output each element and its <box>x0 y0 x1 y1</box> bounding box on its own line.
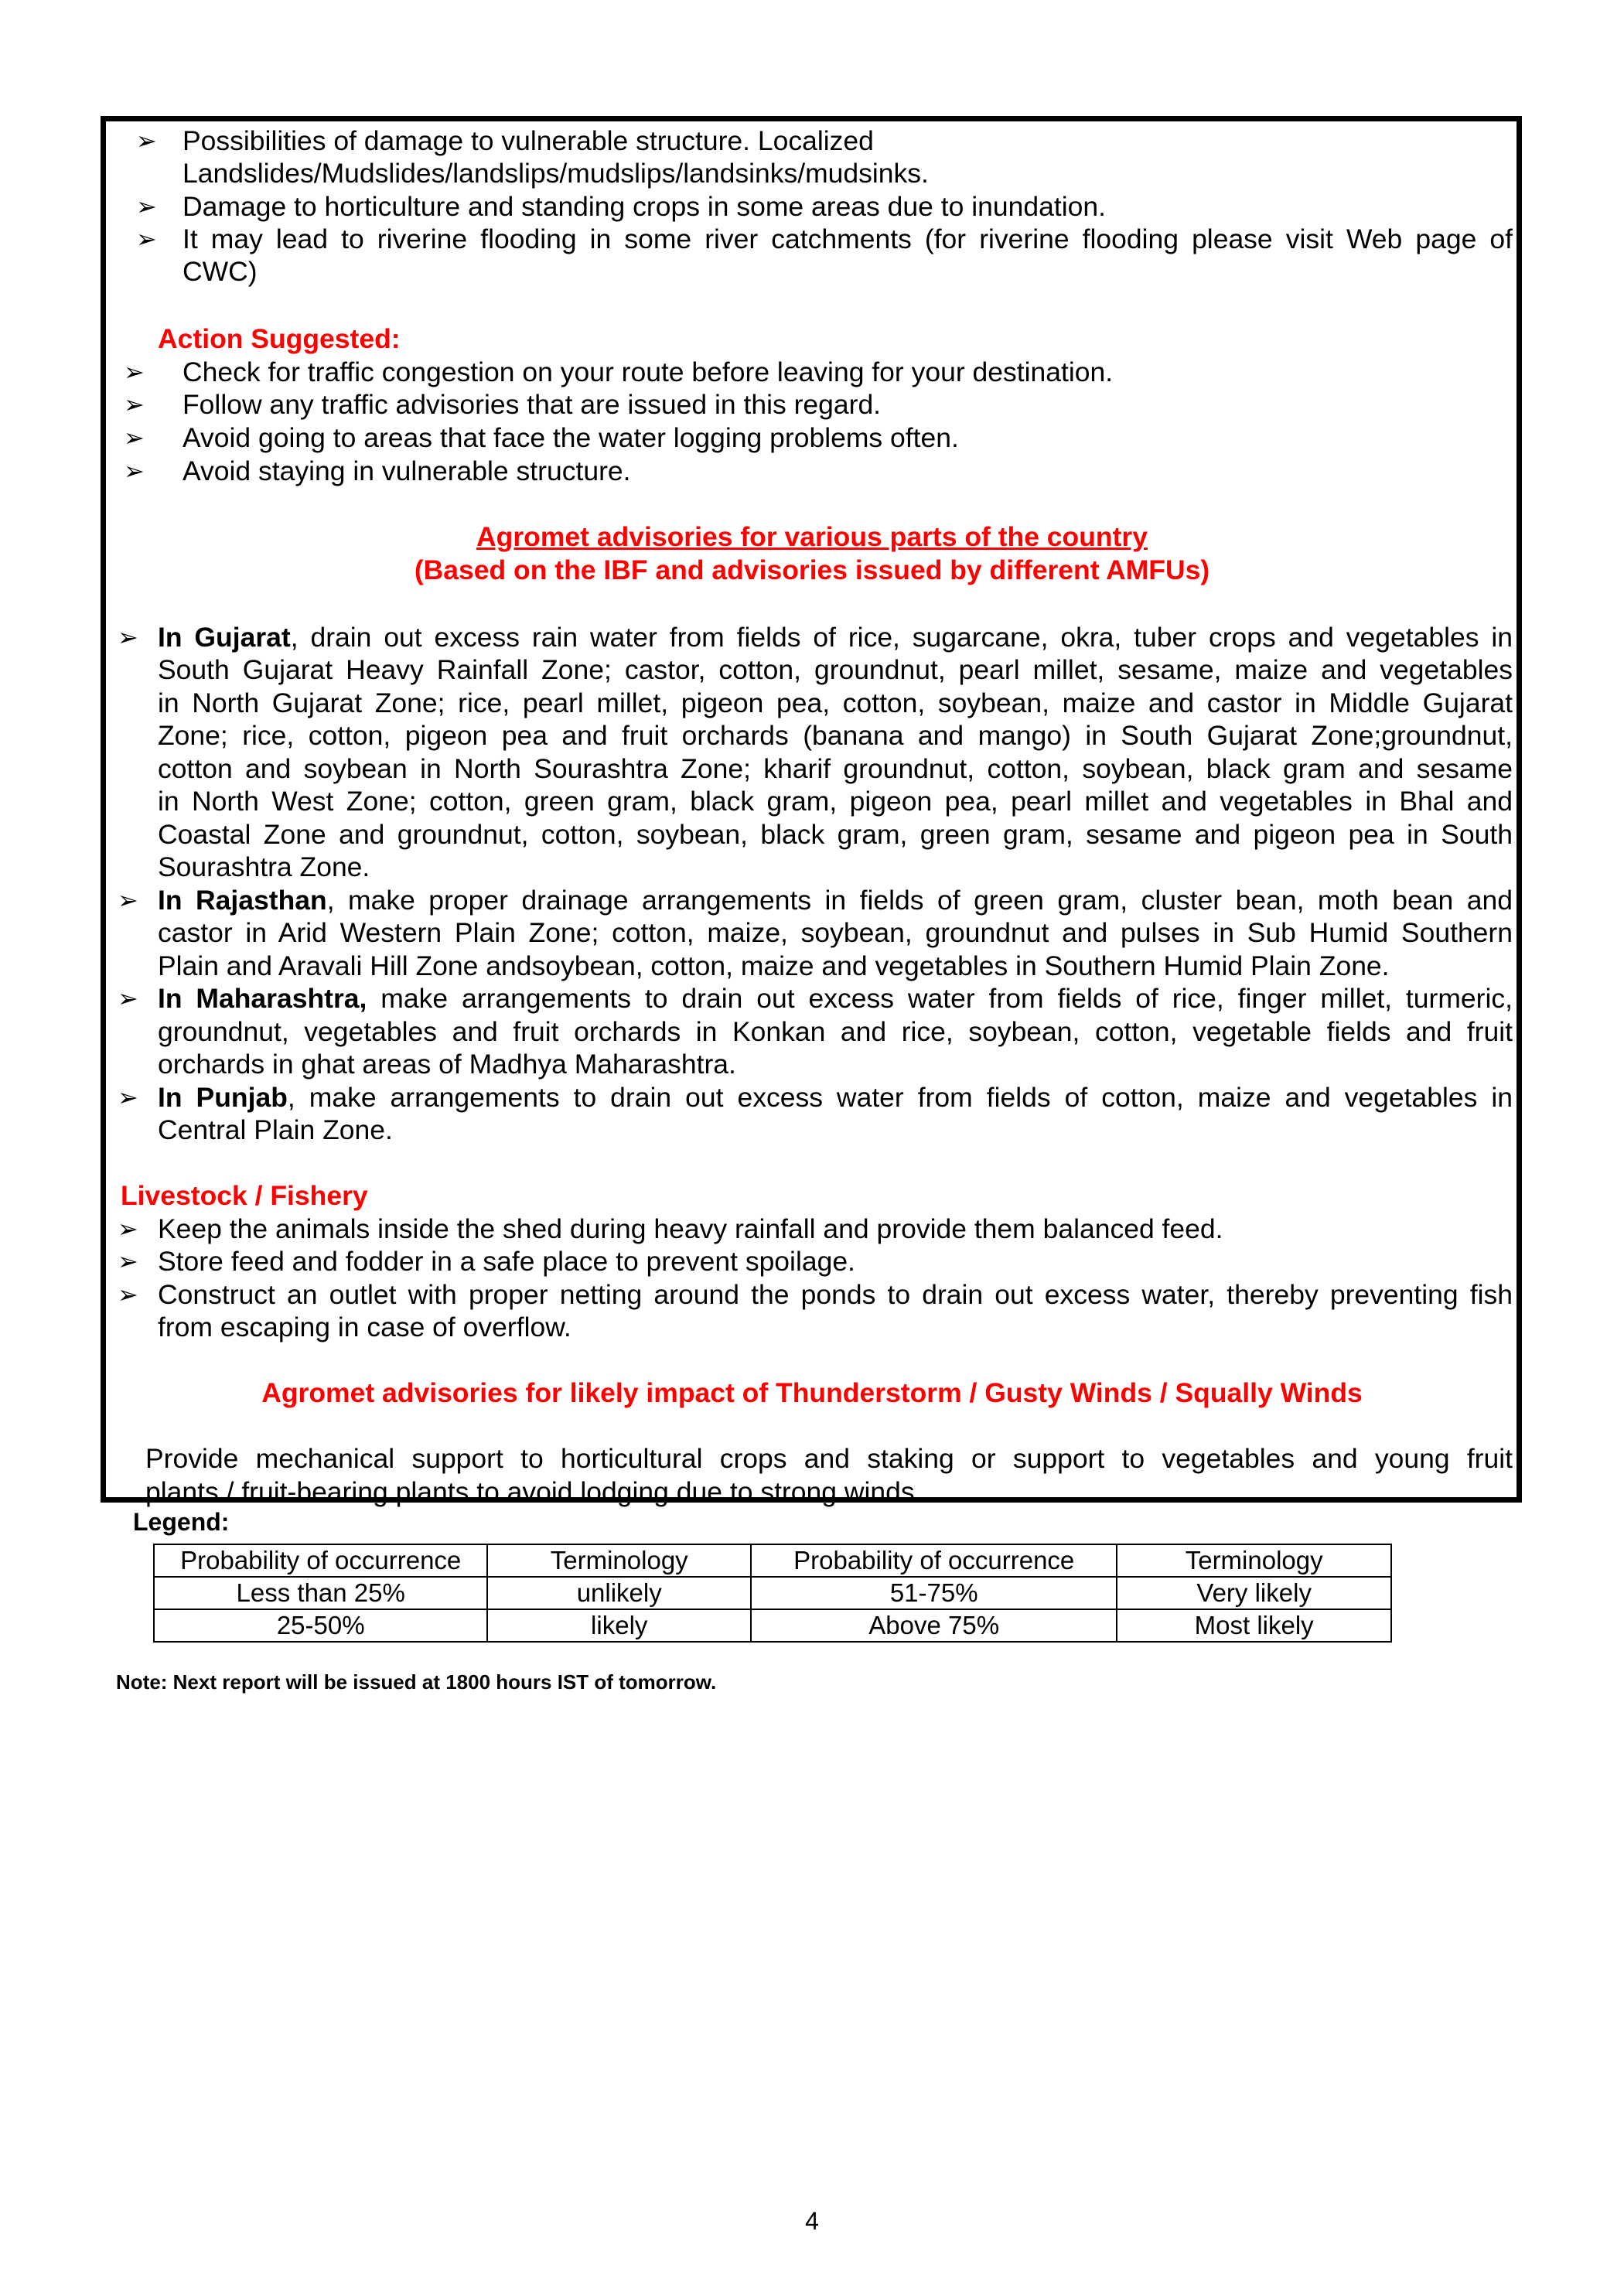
state-advisory-line: Plain and Aravali Hill Zone andsoybean, cotton, maize and vegetables in Southern Humid Plain Zone. <box>158 950 1390 981</box>
arrow-bullet-icon: ➢ <box>118 984 138 1012</box>
impact-text: CWC) <box>183 256 258 287</box>
thunder-text: plants / fruit-bearing plants to avoid lodging due to strong winds. <box>145 1476 923 1507</box>
action-item: Avoid staying in vulnerable structure. <box>183 455 631 486</box>
agromet-heading: Agromet advisories for various parts of the country <box>476 521 1148 552</box>
table-cell: likely <box>487 1609 751 1642</box>
state-name: In Rajasthan <box>158 885 327 916</box>
table-row <box>154 1544 1391 1577</box>
state-advisory-line: in North Gujarat Zone; rice, pearl millet, pigeon pea, cotton, soybean, maize and castor in Middle Gujarat <box>158 687 1513 718</box>
table-row <box>154 1609 1391 1642</box>
state-advisory-first-line: In Gujarat, drain out excess rain water from fields of rice, sugarcane, okra, tuber crops and vegetables in <box>158 622 1513 653</box>
livestock-heading: Livestock / Fishery <box>121 1180 368 1211</box>
action-heading: Action Suggested: <box>158 323 401 354</box>
table-cell: unlikely <box>487 1577 751 1609</box>
livestock-item: Construct an outlet with proper netting around the ponds to drain out excess water, thereby preventing fish <box>158 1279 1513 1310</box>
state-name: In Gujarat <box>158 622 291 653</box>
table-cell: Above 75% <box>751 1609 1117 1642</box>
impact-text: Landslides/Mudslides/landslips/mudslips/landsinks/mudsinks. <box>183 158 929 189</box>
thunder-text: Provide mechanical support to horticultural crops and staking or support to vegetables and young fruit <box>145 1443 1513 1474</box>
state-advisory-line: cotton and soybean in North Sourashtra Zone; kharif groundnut, cotton, soybean, black gram and sesame <box>158 753 1513 784</box>
state-advisory-line: Central Plain Zone. <box>158 1114 393 1145</box>
arrow-bullet-icon: ➢ <box>136 127 157 155</box>
arrow-bullet-icon: ➢ <box>118 623 138 651</box>
legend-table <box>153 1544 1392 1643</box>
state-advisory-line: South Gujarat Heavy Rainfall Zone; castor, cotton, groundnut, pearl millet, sesame, maize and vegetables <box>158 654 1513 685</box>
state-name: In Maharashtra, <box>158 983 367 1014</box>
state-advisory-line: orchards in ghat areas of Madhya Maharashtra. <box>158 1049 736 1080</box>
action-item: Check for traffic congestion on your route before leaving for your destination. <box>183 357 1114 387</box>
legend-title: Legend: <box>133 1508 230 1536</box>
impact-text: Possibilities of damage to vulnerable structure. Localized <box>183 125 874 156</box>
arrow-bullet-icon: ➢ <box>118 886 138 914</box>
page-number: 4 <box>805 2207 819 2235</box>
state-advisory-line: castor in Arid Western Plain Zone; cotton, maize, soybean, groundnut and pulses in Sub Humid Southern <box>158 917 1513 948</box>
arrow-bullet-icon: ➢ <box>118 1215 138 1243</box>
arrow-bullet-icon: ➢ <box>136 225 157 253</box>
state-advisory-line: Coastal Zone and groundnut, cotton, soybean, black gram, green gram, sesame and pigeon pea in South <box>158 819 1513 850</box>
table-cell: Most likely <box>1117 1609 1391 1642</box>
impact-text: It may lead to riverine flooding in some river catchments (for riverine flooding please visit Web page of <box>183 223 1513 254</box>
state-advisory-first-line: In Maharashtra, make arrangements to drain out excess water from fields of rice, finger millet, turmeric, <box>158 983 1513 1014</box>
state-advisory-first-line: In Punjab, make arrangements to drain out excess water from fields of cotton, maize and vegetables in <box>158 1082 1513 1113</box>
state-advisory-line: groundnut, vegetables and fruit orchards in Konkan and rice, soybean, cotton, vegetable fields and fruit <box>158 1016 1513 1047</box>
table-header-cell: Terminology <box>1117 1544 1391 1577</box>
arrow-bullet-icon: ➢ <box>118 1083 138 1111</box>
table-header-cell: Probability of occurrence <box>751 1544 1117 1577</box>
action-item: Avoid going to areas that face the water logging problems often. <box>183 422 959 453</box>
state-name: In Punjab <box>158 1082 288 1113</box>
state-advisory-line: in North West Zone; cotton, green gram, black gram, pigeon pea, pearl millet and vegetables in Bhal and <box>158 786 1513 817</box>
livestock-item: from escaping in case of overflow. <box>158 1312 571 1342</box>
table-row <box>154 1577 1391 1609</box>
livestock-item: Store feed and fodder in a safe place to prevent spoilage. <box>158 1246 855 1277</box>
table-cell: 51-75% <box>751 1577 1117 1609</box>
table-header-cell: Probability of occurrence <box>154 1544 487 1577</box>
agromet-subheading: (Based on the IBF and advisories issued by different AMFUs) <box>414 554 1210 585</box>
arrow-bullet-icon: ➢ <box>118 1281 138 1308</box>
arrow-bullet-icon: ➢ <box>136 193 157 220</box>
footnote: Note: Next report will be issued at 1800 hours IST of tomorrow. <box>116 1670 717 1694</box>
table-cell: Less than 25% <box>154 1577 487 1609</box>
action-item: Follow any traffic advisories that are issued in this regard. <box>183 389 882 420</box>
state-advisory-line: Zone; rice, cotton, pigeon pea and fruit orchards (banana and mango) in South Gujarat Zone;groundnut, <box>158 720 1513 751</box>
state-advisory-first-line: In Rajasthan, make proper drainage arrangements in fields of green gram, cluster bean, moth bean and <box>158 885 1513 916</box>
table-header-cell: Terminology <box>487 1544 751 1577</box>
arrow-bullet-icon: ➢ <box>118 1247 138 1275</box>
livestock-item: Keep the animals inside the shed during heavy rainfall and provide them balanced feed. <box>158 1213 1223 1244</box>
thunder-heading: Agromet advisories for likely impact of Thunderstorm / Gusty Winds / Squally Winds <box>261 1377 1363 1408</box>
table-cell: 25-50% <box>154 1609 487 1642</box>
arrow-bullet-icon: ➢ <box>124 424 145 452</box>
impact-text: Damage to horticulture and standing crops in some areas due to inundation. <box>183 191 1106 222</box>
state-advisory-line: Sourashtra Zone. <box>158 851 370 882</box>
arrow-bullet-icon: ➢ <box>124 457 145 485</box>
table-cell: Very likely <box>1117 1577 1391 1609</box>
arrow-bullet-icon: ➢ <box>124 391 145 418</box>
arrow-bullet-icon: ➢ <box>124 358 145 386</box>
